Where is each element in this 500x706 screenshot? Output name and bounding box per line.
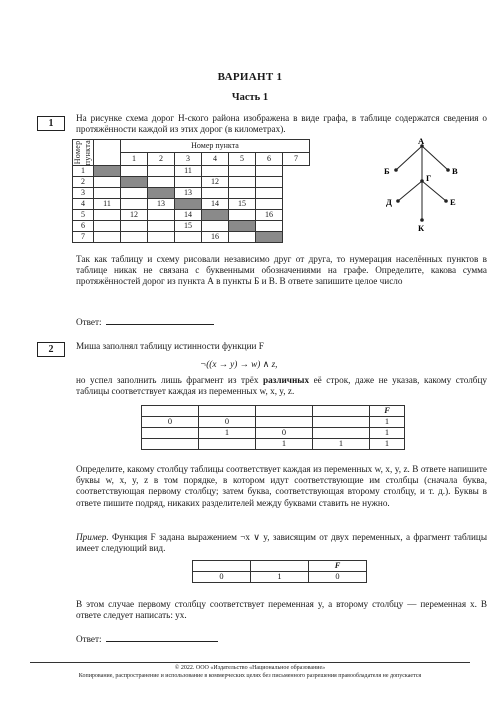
edge-g-e [422, 181, 446, 201]
corner-cell [94, 140, 121, 166]
node-e-label: Е [450, 197, 456, 207]
table-cell [148, 221, 175, 232]
truth-header-cell: F [370, 406, 405, 417]
table-cell [148, 210, 175, 221]
column-number-7: 7 [283, 153, 310, 166]
table-row [73, 177, 310, 188]
table-cell [94, 177, 121, 188]
table-cell: 16 [202, 232, 229, 243]
truth-row [142, 417, 405, 428]
table-cell [202, 188, 229, 199]
table-cell [94, 188, 121, 199]
table-cell: 15 [229, 199, 256, 210]
table-cell [121, 199, 148, 210]
example-cell: 1 [251, 572, 309, 583]
variant-title: ВАРИАНТ 1 [217, 71, 283, 83]
table-cell: 12 [121, 210, 148, 221]
example-header-cell [251, 561, 309, 572]
diagonal-cell [256, 232, 283, 243]
q2-intro: Миша заполнял таблицу истинности функции F [76, 341, 264, 351]
question-number-1: 1 [37, 116, 65, 131]
q2-statement [76, 375, 487, 397]
q2-answer-label: Ответ: [76, 634, 102, 644]
q2-answer-line[interactable] [106, 632, 218, 642]
q2-statement-part2: её строк, даже не указав, какому столбцу таблицы соответствует каждая из переменных w, x, y, z. [76, 375, 487, 397]
row-header-cell [73, 140, 94, 166]
truth-cell [142, 439, 199, 450]
truth-cell: 0 [199, 417, 256, 428]
row-label: 5 [73, 210, 94, 221]
diagonal-cell [148, 188, 175, 199]
table-cell: 14 [202, 199, 229, 210]
truth-cell [142, 428, 199, 439]
truth-cell: 1 [199, 428, 256, 439]
truth-cell: 1 [370, 439, 405, 450]
footer-notice: Копирование, распространение и использование в коммерческих целях без письменного разрешения правообладателя не допускается [78, 673, 422, 679]
table-row [73, 221, 310, 232]
q2-example [76, 532, 487, 554]
truth-header-cell [256, 406, 313, 417]
column-number-6: 6 [256, 153, 283, 166]
table-cell: 15 [175, 221, 202, 232]
diagonal-cell [175, 199, 202, 210]
question-number-2: 2 [37, 342, 65, 357]
example-label: Пример. [76, 532, 109, 542]
table-cell [229, 232, 256, 243]
table-row [73, 210, 310, 221]
column-header: Номер пункта [121, 140, 310, 153]
table-cell [256, 221, 283, 232]
table-cell [202, 166, 229, 177]
q1-answer [76, 315, 214, 327]
node-b-label: Б [384, 166, 390, 176]
table-cell: 13 [175, 188, 202, 199]
table-cell [121, 232, 148, 243]
table-cell [229, 188, 256, 199]
table-cell [94, 221, 121, 232]
table-cell [121, 188, 148, 199]
q2-statement-part1: но успел заполнить лишь фрагмент из трёх [76, 375, 263, 385]
table-cell [256, 199, 283, 210]
diagonal-cell [121, 177, 148, 188]
part-title: Часть 1 [231, 92, 269, 103]
truth-cell: 0 [142, 417, 199, 428]
node-k-label: К [418, 223, 425, 233]
row-header-label: Номер пункта [73, 139, 92, 166]
truth-cell: 0 [256, 428, 313, 439]
truth-cell: 1 [313, 439, 370, 450]
truth-cell: 1 [370, 417, 405, 428]
edge-a-b [396, 146, 422, 170]
truth-row [142, 428, 405, 439]
row-label: 4 [73, 199, 94, 210]
node-v-label: В [452, 166, 458, 176]
diagonal-cell [202, 210, 229, 221]
footer-divider [30, 662, 470, 663]
table-cell [94, 210, 121, 221]
edge-g-d [398, 181, 422, 201]
table-cell [256, 177, 283, 188]
table-cell [256, 188, 283, 199]
q2-answer [76, 632, 218, 644]
example-cell: 0 [193, 572, 251, 583]
truth-cell [199, 439, 256, 450]
row-label: 7 [73, 232, 94, 243]
table-cell [175, 177, 202, 188]
truth-cell: 1 [256, 439, 313, 450]
table-row [73, 232, 310, 243]
column-number-4: 4 [202, 153, 229, 166]
truth-cell [313, 417, 370, 428]
table-cell [175, 232, 202, 243]
road-graph [368, 138, 468, 238]
example-text: Функция F задана выражением ¬x ∨ y, зависящим от двух переменных, а фрагмент таблицы имеет следующий вид. [76, 532, 487, 554]
example-header-cell: F [309, 561, 367, 572]
row-label: 3 [73, 188, 94, 199]
example-cell: 0 [309, 572, 367, 583]
node-g-label: Г [426, 173, 432, 183]
diagonal-cell [229, 221, 256, 232]
table-row [73, 188, 310, 199]
table-cell: 12 [202, 177, 229, 188]
truth-cell: 1 [370, 428, 405, 439]
footer-copyright: © 2022. ООО «Издательство «Национальное образование» [174, 665, 326, 671]
table-cell [229, 166, 256, 177]
q1-answer-line[interactable] [106, 315, 214, 325]
example-row [193, 572, 367, 583]
table-cell [148, 232, 175, 243]
row-label: 6 [73, 221, 94, 232]
node-a-label: А [418, 138, 425, 146]
table-cell [148, 177, 175, 188]
truth-header-cell [313, 406, 370, 417]
distance-table [72, 139, 310, 243]
example-table [192, 560, 367, 583]
table-cell: 14 [175, 210, 202, 221]
table-cell [94, 232, 121, 243]
table-cell [229, 177, 256, 188]
table-cell [148, 166, 175, 177]
truth-header-cell [142, 406, 199, 417]
column-number-3: 3 [175, 153, 202, 166]
q1-task: Так как таблицу и схему рисовали независимо друг от друга, то нумерация населённых пунктов в таблице никак не связана с буквенными обозначениями на графе. Определите, какова сумма протяжённостей дорог из пункта А в пункты Б и В. В ответе запишите целое число [76, 254, 487, 287]
truth-table [141, 405, 405, 450]
column-number-1: 1 [121, 153, 148, 166]
q2-example-result: В этом случае первому столбцу соответствует переменная y, а второму столбцу — переменная x. В ответе следует написать: yx. [76, 599, 487, 621]
column-number-2: 2 [148, 153, 175, 166]
q2-task: Определите, какому столбцу таблицы соответствует каждая из переменных w, x, y, z. В ответе напишите буквы w, x, y, z в том порядке, в котором идут соответствующие им столбцы (сначала буква, соответствующая первому столбцу; затем буква, соответствующая второму столбцу, и т. д.). Буквы в ответе пишите подряд, никаких разделителей между буквами ставить не нужно. [76, 464, 487, 508]
truth-cell [256, 417, 313, 428]
node-d-label: Д [386, 197, 392, 207]
table-cell [121, 166, 148, 177]
table-cell: 13 [148, 199, 175, 210]
q1-intro: На рисунке схема дорог Н-ского района изображена в виде графа, в таблице содержатся сведения о протяжённости каждой из этих дорог (в километрах). [76, 113, 487, 135]
column-number-5: 5 [229, 153, 256, 166]
q1-answer-label: Ответ: [76, 317, 102, 327]
diagonal-cell [94, 166, 121, 177]
truth-row [142, 439, 405, 450]
table-cell [256, 166, 283, 177]
table-cell: 11 [94, 199, 121, 210]
table-cell [121, 221, 148, 232]
q2-statement-bold: различных [262, 375, 310, 385]
q2-formula: ¬((x → y) → w) ∧ z, [200, 359, 278, 369]
table-cell [202, 221, 229, 232]
truth-header-cell [199, 406, 256, 417]
truth-cell [313, 428, 370, 439]
edge-a-v [422, 146, 448, 170]
table-row [73, 166, 310, 177]
table-cell: 11 [175, 166, 202, 177]
table-cell: 16 [256, 210, 283, 221]
example-header-cell [193, 561, 251, 572]
table-cell [229, 210, 256, 221]
row-label: 1 [73, 166, 94, 177]
row-label: 2 [73, 177, 94, 188]
table-row [73, 199, 310, 210]
